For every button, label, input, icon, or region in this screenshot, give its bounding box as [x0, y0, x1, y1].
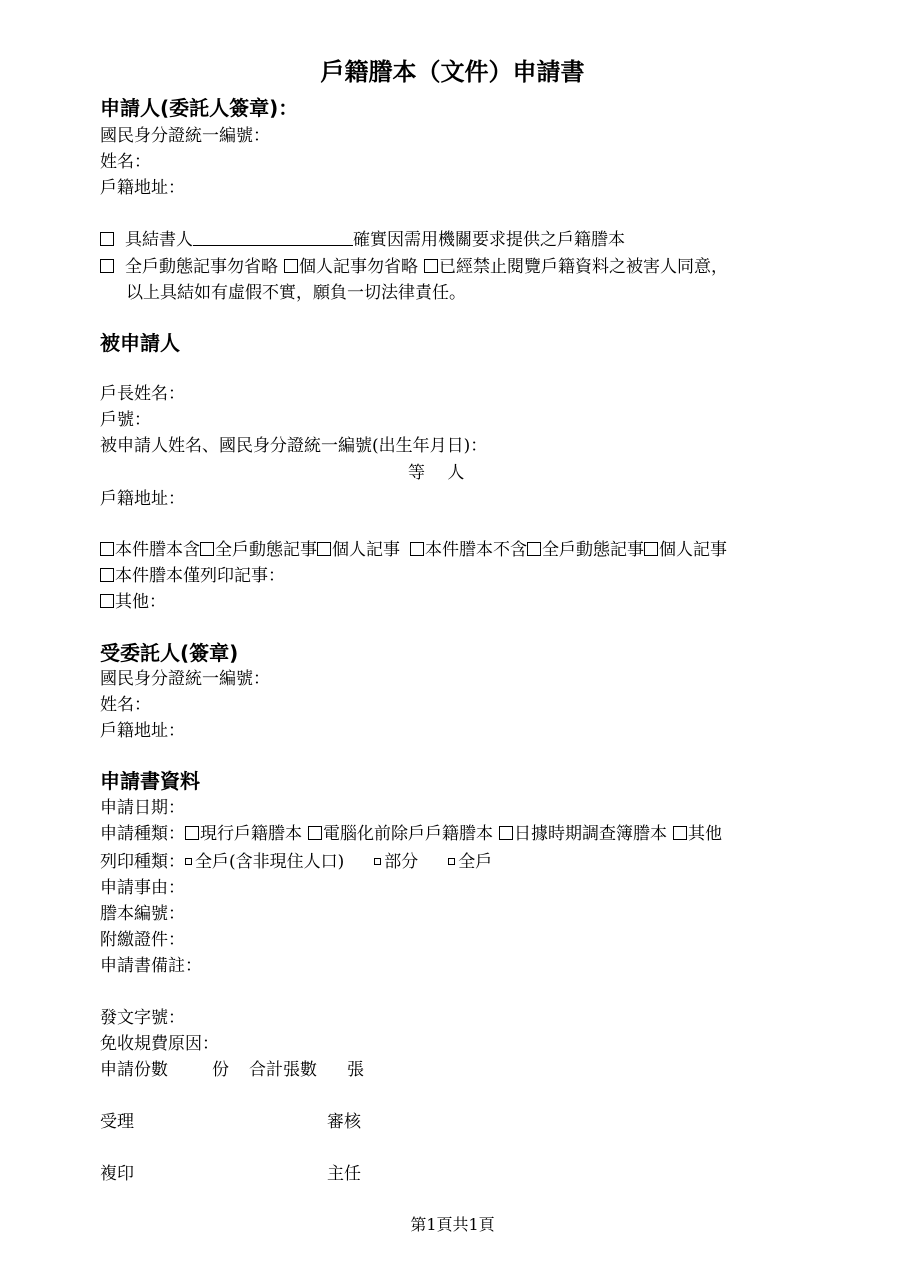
contains-personal-events-checkbox[interactable]	[317, 542, 331, 556]
contains-household-events-label: 全戶動態記事	[215, 540, 317, 560]
opt-personal-events-label: 個人記事勿省略	[299, 257, 418, 277]
print-only-checkbox[interactable]	[100, 568, 114, 582]
application-type-label: 申請種類：	[100, 824, 185, 844]
declarant-name-blank[interactable]	[193, 230, 353, 246]
declaration-statement: 確實因需用機關要求提供之戶籍謄本	[353, 230, 625, 250]
opt-household-events-label: 全戶動態記事勿省略	[125, 257, 278, 277]
print-option-partial: 部分	[384, 852, 419, 872]
copy-contents-line	[100, 539, 727, 561]
attachments-label: 附繳證件：	[100, 930, 185, 950]
not-contains-household-events-checkbox[interactable]	[527, 542, 541, 556]
print-only-line	[100, 565, 285, 587]
page-number: 第1頁共1頁	[410, 1215, 495, 1234]
subject-person-label: 被申請人姓名、國民身分證統一編號(出生年月日)：	[100, 436, 488, 456]
applicant-name-label: 姓名：	[100, 152, 151, 172]
declaration-checkbox[interactable]	[100, 232, 114, 246]
head-of-household-label: 戶長姓名：	[100, 384, 185, 404]
type-option-japanese-era: 日據時期調查簿謄本	[514, 824, 667, 844]
type-current-checkbox[interactable]	[185, 826, 199, 840]
declaration-line-3: 以上具結如有虛假不實，願負一切法律責任。	[126, 283, 466, 303]
contains-checkbox[interactable]	[100, 542, 114, 556]
etc-persons-label: 等 人	[408, 463, 465, 483]
not-contains-household-events-label: 全戶動態記事	[542, 540, 644, 560]
reason-label: 申請事由：	[100, 878, 185, 898]
print-partial-checkbox[interactable]	[374, 858, 381, 865]
personal-events-checkbox[interactable]	[284, 259, 298, 273]
victim-consent-checkbox[interactable]	[424, 259, 438, 273]
application-type-line	[100, 823, 722, 845]
form-info-heading: 申請書資料	[100, 769, 200, 793]
contains-label: 本件謄本含	[115, 540, 200, 560]
other-line	[100, 591, 166, 613]
applicant-heading: 申請人(委託人簽章)：	[100, 96, 299, 120]
not-contains-checkbox[interactable]	[410, 542, 424, 556]
subject-heading: 被申請人	[100, 331, 180, 355]
subject-address-label: 戶籍地址：	[100, 489, 185, 509]
not-contains-personal-events-checkbox[interactable]	[644, 542, 658, 556]
opt-victim-consent-label: 已經禁止閱覽戶籍資料之被害人同意，	[439, 257, 728, 277]
not-contains-label: 本件謄本不含	[425, 540, 527, 560]
accept-label: 受理	[100, 1112, 134, 1132]
agent-address-label: 戶籍地址：	[100, 721, 185, 741]
not-contains-personal-events-label: 個人記事	[659, 540, 727, 560]
type-option-current: 現行戶籍謄本	[200, 824, 302, 844]
declaration-line-2	[100, 256, 728, 278]
review-label: 審核	[327, 1112, 361, 1132]
type-option-precomputer: 電腦化前除戶戶籍謄本	[323, 824, 493, 844]
copies-label: 申請份數	[100, 1060, 168, 1080]
agent-id-label: 國民身分證統一編號：	[100, 669, 270, 689]
type-other-checkbox[interactable]	[673, 826, 687, 840]
print-all-incl-checkbox[interactable]	[185, 858, 192, 865]
print-type-label: 列印種類：	[100, 852, 185, 872]
agent-heading: 受委託人(簽章)	[100, 641, 239, 665]
type-precomputer-checkbox[interactable]	[308, 826, 322, 840]
type-option-other: 其他	[688, 824, 722, 844]
remarks-label: 申請書備註：	[100, 956, 202, 976]
sheets-unit: 張	[347, 1060, 364, 1080]
type-japanese-era-checkbox[interactable]	[499, 826, 513, 840]
application-date-label: 申請日期：	[100, 798, 185, 818]
other-label: 其他：	[115, 592, 166, 612]
print-only-label: 本件謄本僅列印記事：	[115, 566, 285, 586]
director-label: 主任	[327, 1164, 361, 1184]
print-option-all: 全戶	[458, 852, 493, 872]
household-number-label: 戶號：	[100, 410, 151, 430]
fee-waiver-label: 免收規費原因：	[100, 1034, 219, 1054]
copies-line	[100, 1059, 364, 1081]
copy-staff-label: 複印	[100, 1164, 134, 1184]
declaration-line-1	[100, 229, 625, 251]
applicant-id-label: 國民身分證統一編號：	[100, 126, 270, 146]
options-checkbox[interactable]	[100, 259, 114, 273]
document-title: 戶籍謄本（文件）申請書	[320, 58, 585, 86]
contains-household-events-checkbox[interactable]	[200, 542, 214, 556]
agent-name-label: 姓名：	[100, 695, 151, 715]
contains-personal-events-label: 個人記事	[332, 540, 400, 560]
document-number-label: 發文字號：	[100, 1008, 185, 1028]
declarant-label: 具結書人	[125, 230, 193, 250]
applicant-address-label: 戶籍地址：	[100, 178, 185, 198]
sheets-label: 合計張數	[249, 1060, 317, 1080]
other-checkbox[interactable]	[100, 594, 114, 608]
print-all-checkbox[interactable]	[448, 858, 455, 865]
copies-unit: 份	[212, 1060, 229, 1080]
print-type-line	[100, 851, 492, 873]
copy-number-label: 謄本編號：	[100, 904, 185, 924]
print-option-all-incl: 全戶(含非現住人口)	[195, 852, 345, 872]
